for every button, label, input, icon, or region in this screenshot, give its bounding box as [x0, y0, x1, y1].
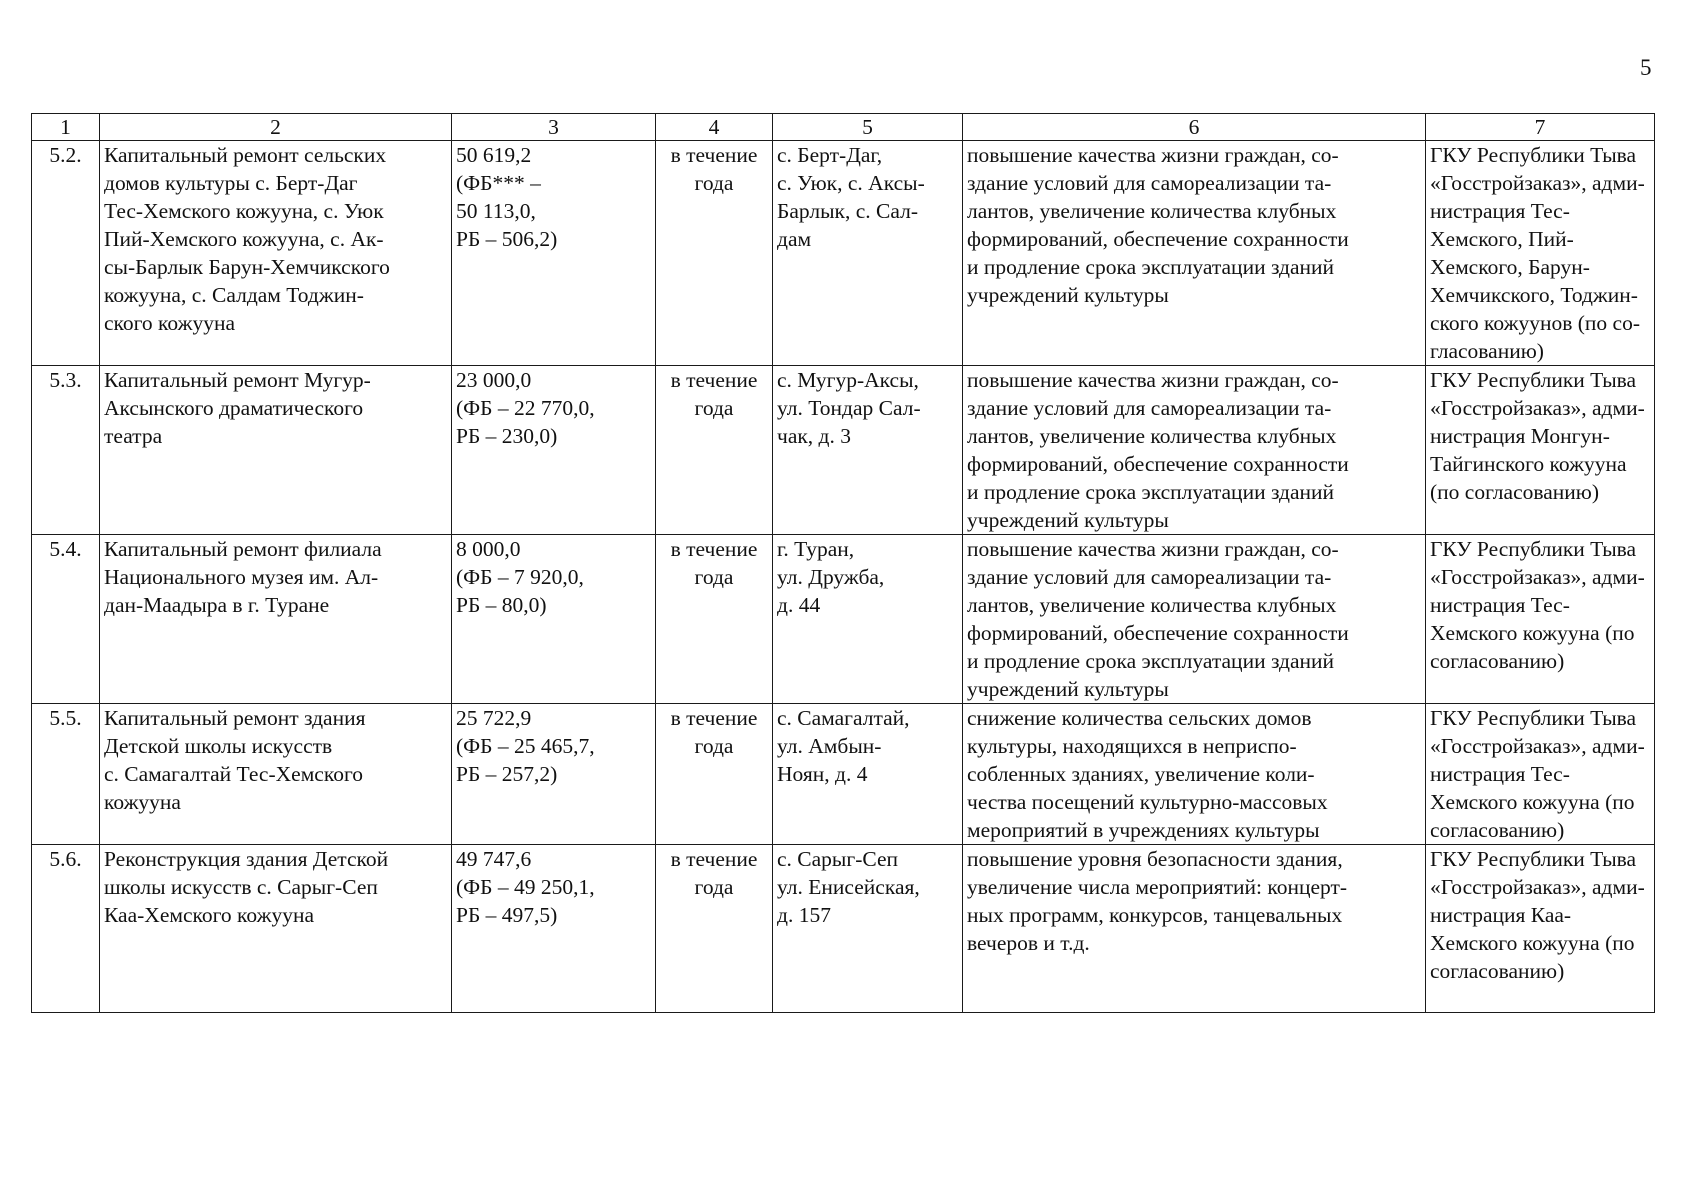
- item-result: повышение уровня безопасности здания, увеличение числа мероприятий: концерт- ных программ, конкурсов, танцевальных вечеров и т.д.: [963, 845, 1426, 1013]
- item-responsible: ГКУ Республики Тыва «Госстройзаказ», адми- нистрация Каа- Хемского кожууна (по согласованию): [1426, 845, 1655, 1013]
- item-amount: 25 722,9 (ФБ – 25 465,7, РБ – 257,2): [452, 704, 656, 845]
- item-location: г. Туран, ул. Дружба, д. 44: [773, 535, 963, 704]
- item-name: Капитальный ремонт здания Детской школы искусств с. Самагалтай Тес-Хемского кожууна: [100, 704, 452, 845]
- header-row: [32, 114, 1655, 141]
- item-amount: 49 747,6 (ФБ – 49 250,1, РБ – 497,5): [452, 845, 656, 1013]
- item-amount: 8 000,0 (ФБ – 7 920,0, РБ – 80,0): [452, 535, 656, 704]
- item-location: с. Мугур-Аксы, ул. Тондар Сал- чак, д. 3: [773, 366, 963, 535]
- item-number: 5.6.: [32, 845, 100, 1013]
- column-header: 5: [773, 114, 963, 141]
- item-amount: 50 619,2 (ФБ*** – 50 113,0, РБ – 506,2): [452, 141, 656, 366]
- program-table: [31, 113, 1655, 1013]
- item-location: с. Берт-Даг, с. Уюк, с. Аксы- Барлык, с. Сал- дам: [773, 141, 963, 366]
- item-term: в течение года: [656, 535, 773, 704]
- table-row: [32, 366, 1655, 535]
- item-term: в течение года: [656, 704, 773, 845]
- table-row: [32, 141, 1655, 366]
- item-term: в течение года: [656, 366, 773, 535]
- item-responsible: ГКУ Республики Тыва «Госстройзаказ», адми- нистрация Монгун- Тайгинского кожууна (по согласованию): [1426, 366, 1655, 535]
- column-header: 4: [656, 114, 773, 141]
- item-term: в течение года: [656, 141, 773, 366]
- item-responsible: ГКУ Республики Тыва «Госстройзаказ», адми- нистрация Тес- Хемского кожууна (по согласованию): [1426, 535, 1655, 704]
- item-name: Капитальный ремонт филиала Национального музея им. Ал- дан-Маадыра в г. Туране: [100, 535, 452, 704]
- item-responsible: ГКУ Республики Тыва «Госстройзаказ», адми- нистрация Тес- Хемского, Пий- Хемского, Барун- Хемчикского, Тоджин- ского кожуунов (по со- гласованию): [1426, 141, 1655, 366]
- item-result: повышение качества жизни граждан, со- здание условий для самореализации та- лантов, увеличение количества клубных формирований, обеспечение сохранности и продление срока эксплуатации зданий учреждений культуры: [963, 535, 1426, 704]
- column-header: 3: [452, 114, 656, 141]
- item-result: снижение количества сельских домов культуры, находящихся в неприспо- собленных зданиях, увеличение коли- чества посещений культурно-массовых мероприятий в учреждениях культуры: [963, 704, 1426, 845]
- item-name: Капитальный ремонт сельских домов культуры с. Берт-Даг Тес-Хемского кожууна, с. Уюк Пий-Хемского кожууна, с. Ак- сы-Барлык Барун-Хемчикского кожууна, с. Салдам Тоджин- ского кожууна: [100, 141, 452, 366]
- item-number: 5.5.: [32, 704, 100, 845]
- table-row: [32, 535, 1655, 704]
- item-name: Капитальный ремонт Мугур- Аксынского драматического театра: [100, 366, 452, 535]
- page-number: 5: [1640, 55, 1652, 80]
- item-responsible: ГКУ Республики Тыва «Госстройзаказ», адми- нистрация Тес- Хемского кожууна (по согласованию): [1426, 704, 1655, 845]
- column-header: 7: [1426, 114, 1655, 141]
- item-location: с. Самагалтай, ул. Амбын- Ноян, д. 4: [773, 704, 963, 845]
- item-number: 5.2.: [32, 141, 100, 366]
- item-term: в течение года: [656, 845, 773, 1013]
- table-row: [32, 845, 1655, 1013]
- item-result: повышение качества жизни граждан, со- здание условий для самореализации та- лантов, увеличение количества клубных формирований, обеспечение сохранности и продление срока эксплуатации зданий учреждений культуры: [963, 366, 1426, 535]
- column-header: 2: [100, 114, 452, 141]
- column-header: 1: [32, 114, 100, 141]
- item-number: 5.3.: [32, 366, 100, 535]
- item-name: Реконструкция здания Детской школы искусств с. Сарыг-Сеп Каа-Хемского кожууна: [100, 845, 452, 1013]
- table-row: [32, 704, 1655, 845]
- item-number: 5.4.: [32, 535, 100, 704]
- item-amount: 23 000,0 (ФБ – 22 770,0, РБ – 230,0): [452, 366, 656, 535]
- column-header: 6: [963, 114, 1426, 141]
- item-location: с. Сарыг-Сеп ул. Енисейская, д. 157: [773, 845, 963, 1013]
- item-result: повышение качества жизни граждан, со- здание условий для самореализации та- лантов, увеличение количества клубных формирований, обеспечение сохранности и продление срока эксплуатации зданий учреждений культуры: [963, 141, 1426, 366]
